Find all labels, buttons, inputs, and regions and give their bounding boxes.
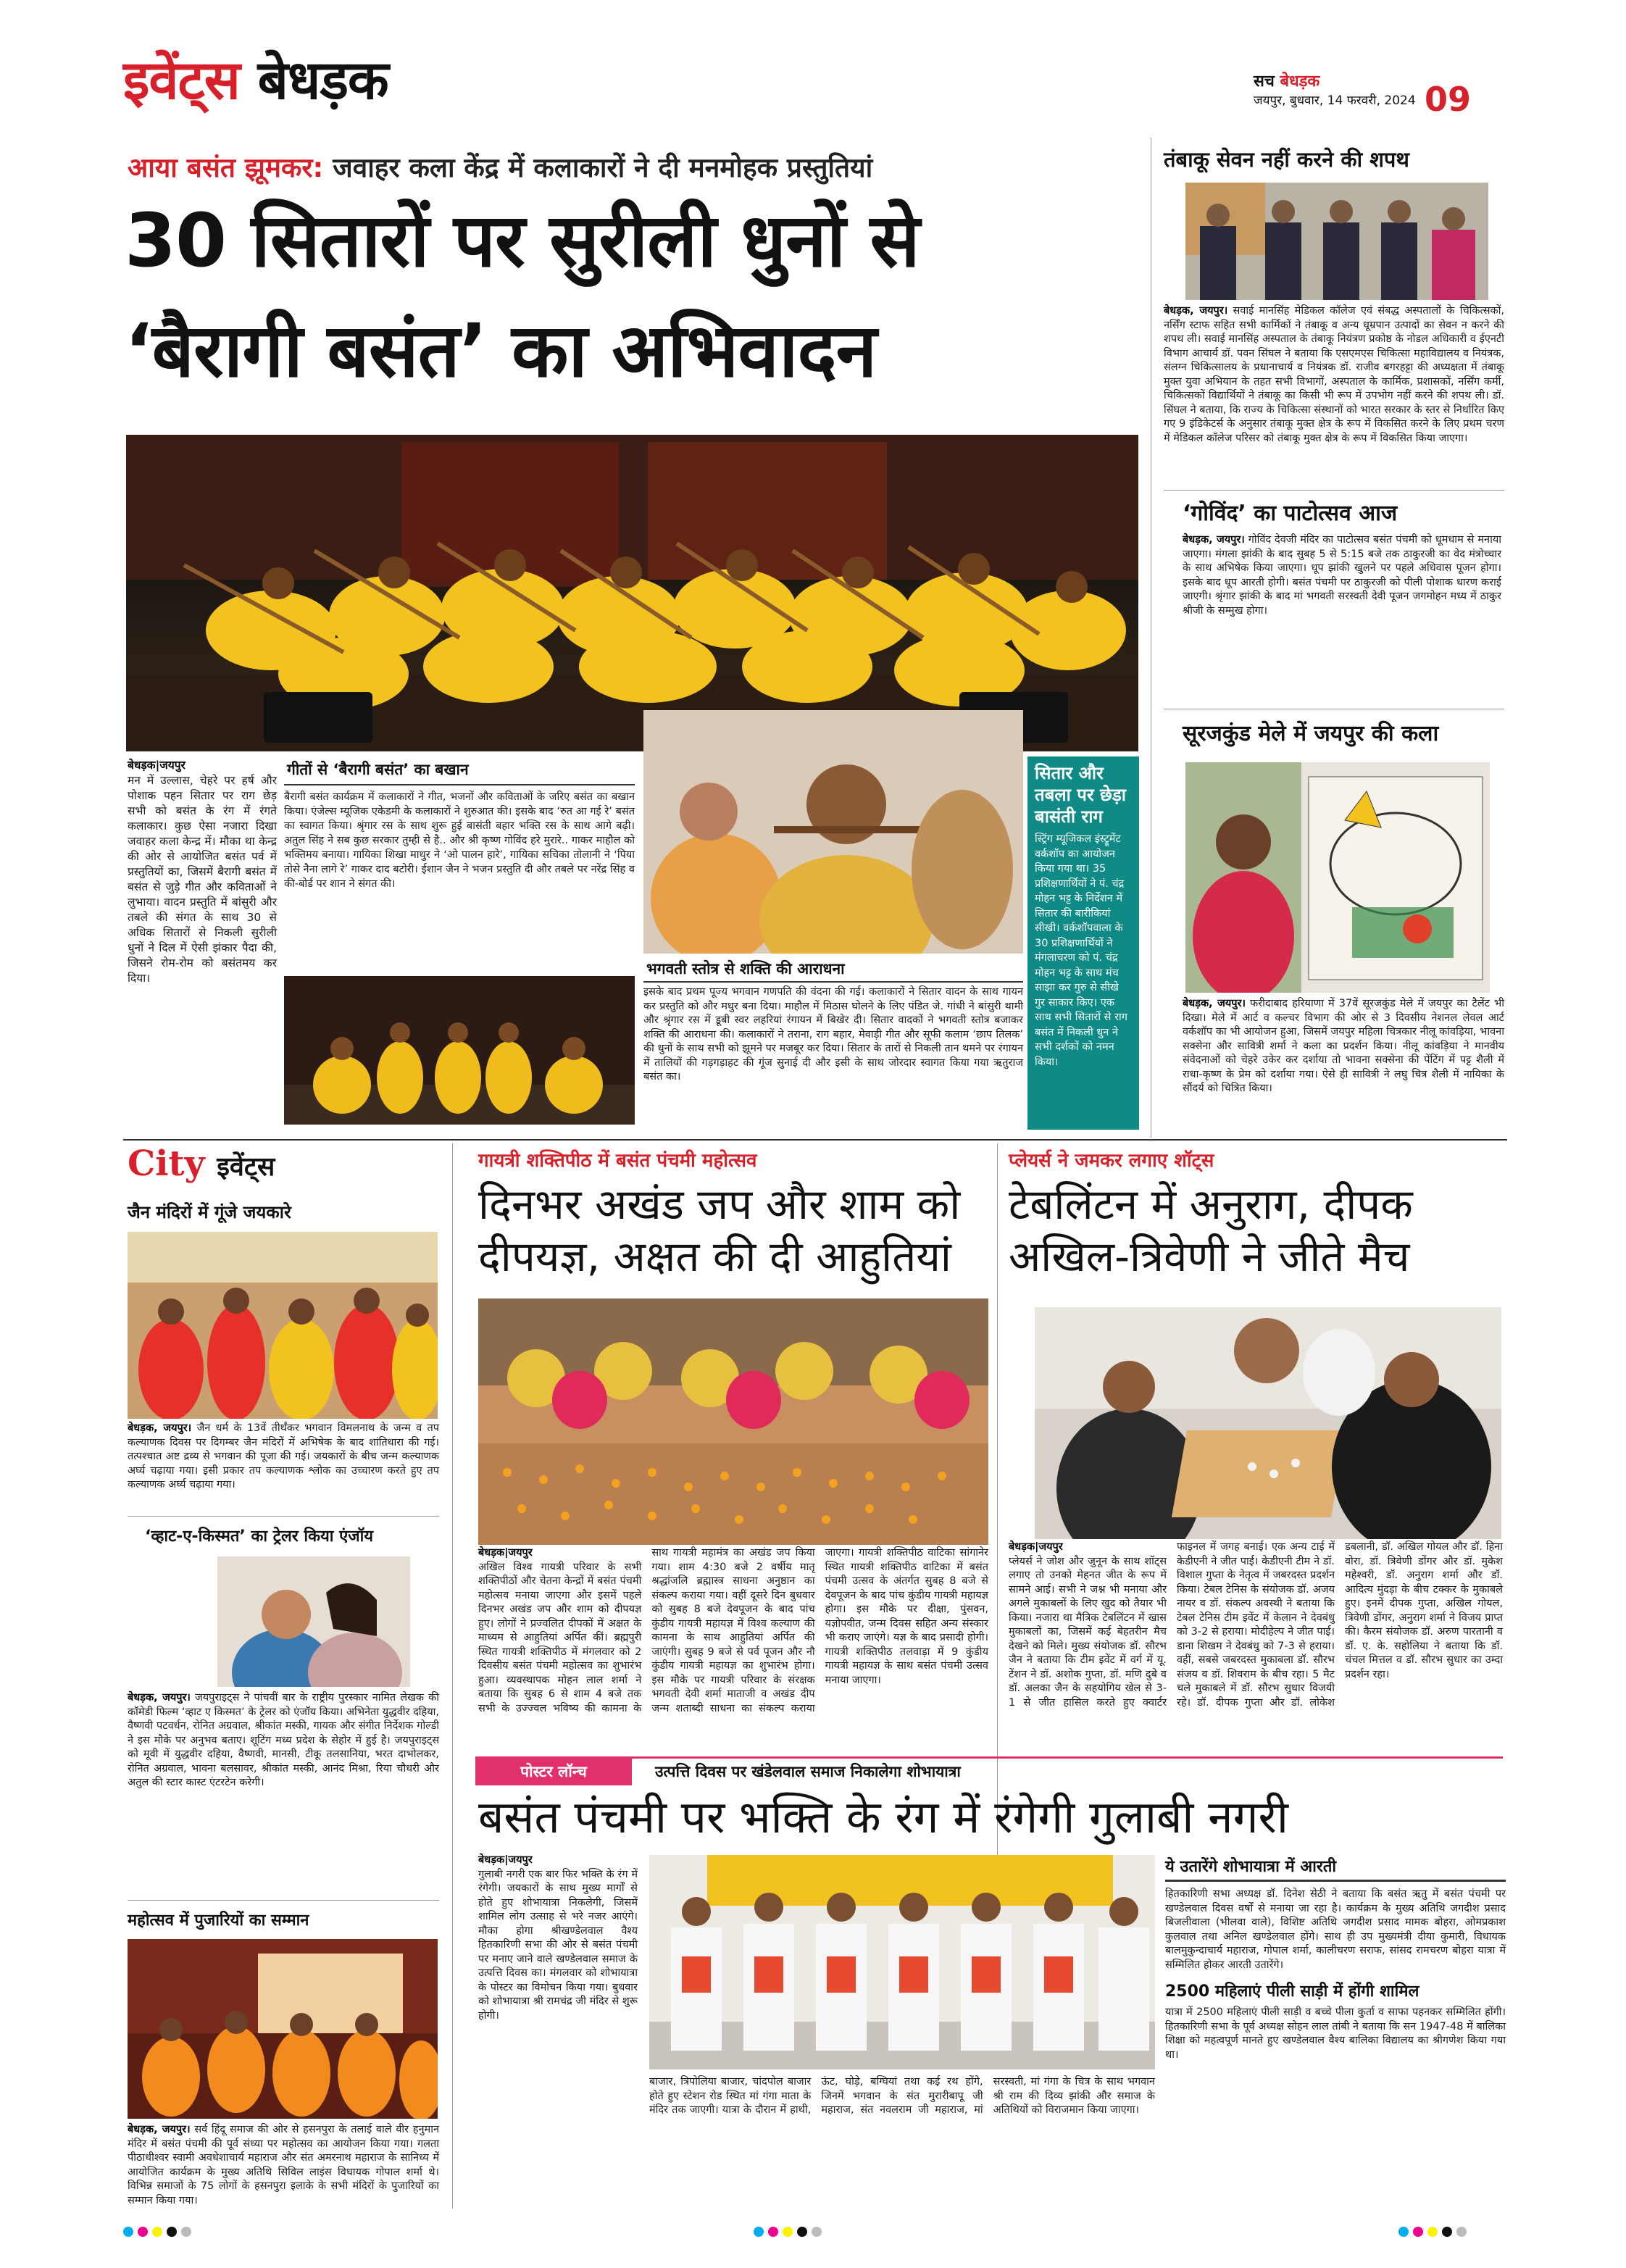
poster-sidebar (1165, 1855, 1506, 2062)
gayatri-text (478, 1546, 988, 1746)
photo-poster-launch-art (649, 1855, 1155, 2069)
masthead-title (123, 48, 388, 113)
section-divider (123, 1139, 1507, 1141)
lead-kicker (128, 148, 1142, 185)
photo-poster-launch (649, 1855, 1155, 2069)
photo-jain-temple-art (128, 1232, 438, 1419)
lead-kicker-red: आया बसंत झूमकर: (128, 152, 324, 183)
photo-deepyagya (478, 1298, 988, 1545)
sidebar-govind-text (1183, 533, 1501, 618)
photo-tobacco-oath-art (1185, 183, 1488, 300)
poster-label: पोस्टर लॉन्च (475, 1759, 632, 1785)
box-bairagi-basant (284, 755, 635, 1125)
gayatri-headline: दिनभर अखंड जप और शाम को दीपयज्ञ, अक्षत की दी आहुतियां (478, 1180, 961, 1281)
lead-byline: बेधड़क|जयपुर (128, 759, 185, 772)
divider-s1 (1164, 490, 1504, 491)
page-number: 09 (1425, 80, 1472, 119)
poster-byline: बेधड़क|जयपुर (478, 1854, 533, 1866)
sidebar-tobacco-text (1164, 304, 1504, 446)
sports-headline: टेबलिंटन में अनुराग, दीपक अखिल-त्रिवेणी ने जीते मैच (1009, 1180, 1413, 1281)
c3-text: सर्व हिंदू समाज की ओर से हसनपुरा के तलाई वाले वीर हनुमान मंदिर में बसंत पंचमी की पूर्व संध्या पर महोत्सव का आयोजन किया गया। गलता पीठाधीश्वर स्वामी अवधेशाचार्य महाराज और संत अमरनाथ महाराज के सानिध्य में आयोजित कार्यक्रम के मुख्य अतिथि सिविल लाइंस विधायक गोपाल शर्मा थे। विभिन्न समाजों के 75 लोगों के हसनपुरा इलाके के सभी मंदिरों के पुजारियों का सम्मान किया गया। (128, 2124, 440, 2206)
photo-tobacco-oath (1185, 183, 1488, 300)
divider-c1 (128, 1516, 439, 1517)
poster-side-title: ये उतारेंगे शोभायात्रा में आरती (1165, 1855, 1506, 1882)
city-c1-text (128, 1422, 439, 1493)
gayatri-byline: बेधड़क|जयपुर (478, 1547, 533, 1559)
lead-kicker-rest: जवाहर कला केंद्र में कलाकारों ने दी मनमोहक प्रस्तुतियां (333, 152, 873, 183)
box2-title: भगवती स्तोत्र से शक्ति की आराधना (643, 956, 1023, 983)
s1-byline: बेधड़क, जयपुर। (1164, 305, 1228, 317)
sidebar-title-govind: ‘गोविंद’ का पाटोत्सव आज (1183, 501, 1398, 526)
city-c2-text (128, 1691, 439, 1790)
box1-title: गीतों से ‘बैरागी बसंत’ का बखान (284, 755, 635, 785)
s2-text: गोविंद देवजी मंदिर का पाटोत्सव बसंत पंचमी को धूमधाम से मनाया जाएगा। मंगला झांकी के बाद सुबह 5 से 5:15 बजे तक ठाकुरजी का वेद मंत्रोच्चार के साथ अभिषेक किया जाएगा। धूप झांकी खुलने पर पहले अधिवास पूजन होगा। इसके बाद धूप आरती होगी। बसंत पंचमी पर ठाकुरजी को पीली पोशाक धारण कराई जाएगी। श्रृंगार झांकी के बाद मां भगवती सरस्वती देवी पूजन जगमोहन मध्य में ठाकुर श्रीजी के सम्मुख होगा। (1183, 534, 1501, 617)
sidebar-surajkund-text (1183, 997, 1504, 1096)
s3-text: फरीदाबाद हरियाणा में 37वें सूरजकुंड मेले में जयपुर का टैलेंट भी दिखा। मेले में आर्ट व कल्चर विभाग की ओर से 3 दिवसीय नेशनल लेवल आर्ट वर्कशॉप का भी आयोजन हुआ, जिसमें जयपुर महिला चित्रकार नीलू कांवड़िया, भावना सक्सेना और सावित्री शर्मा ने कला का प्रदर्शन किया। नीलू कांवड़िया ने मानवीय संवेदनाओं को चेहरे उकेर कर दर्शाया तो भावना सक्सेना की पेंटिंग में पट्ट शैली में राधा-कृष्ण के प्रेम को दर्शाया गया। ऐसे ही सावित्री ने लघु चित्र शैली में नायिका के सौंदर्य को चित्रित किया। (1183, 998, 1504, 1094)
box-sitar-tabla (1027, 756, 1139, 1130)
poster-kicker: उत्पत्ति दिवस पर खंडेलवाल समाज निकालेगा शोभायात्रा (655, 1763, 961, 1780)
sports-text (1009, 1541, 1503, 1751)
gayatri-kicker: गायत्री शक्तिपीठ में बसंत पंचमी महोत्सव (478, 1150, 757, 1172)
poster-side-title-2: 2500 महिलाएं पीली साड़ी में होंगी शामिल (1165, 1983, 1419, 2001)
s2-byline: बेधड़क, जयपुर। (1183, 534, 1245, 546)
sidebar-title-tobacco: तंबाकू सेवन नहीं करने की शपथ (1164, 147, 1409, 172)
photo-singers-art (284, 976, 635, 1125)
city-c3-text (128, 2123, 439, 2208)
poster-side-text: हितकारिणी सभा अध्यक्ष डॉ. दिनेश सेठी ने बताया कि बसंत ऋतु में बसंत पंचमी पर खण्डेलवाल दिवस वर्षों से मनाया जा रहा है। कार्यक्रम के मुख्य अतिथि जगदीश प्रसाद बिजलीवाला (भीलवा वाले), विशिष्ट अतिथि जगदीश प्रसाद मामक बोहरा, ओमप्रकाश कुलवाल तथा अनिल खण्डेलवाल होंगे। साथ ही उप मुख्यमंत्री दीया कुमारी, विधायक बालमुकुन्दाचार्य महाराज, गोपाल शर्मा, कालीचरण सराफ, सांसद रामचरण बोहरा यात्रा में सम्मिलित होकर आरती उतारेंगे। (1165, 1888, 1506, 1971)
poster-left-body: गुलाबी नगरी एक बार फिर भक्ति के रंग में रंगेगी। जयकारों के साथ मुख्य मार्गों से होते हुए शोभायात्रा निकलेगी, जिसमें शामिल लोग उत्साह से भरे नजर आएंगे। मौका होगा श्रीखण्डेलवाल वैश्य हितकारिणी सभा की ओर से बसंत पंचमी पर मनाए जाने वाले खण्डेलवाल समाज के उत्पत्ति दिवस का। मंगलवार को शोभायात्रा के पोस्टर का विमोचन किया गया। बुधवार को शोभायात्रा श्री रामचंद्र जी मंदिर से शुरू होगी। (478, 1868, 638, 2022)
photo-sitar-ensemble-art (126, 435, 1138, 751)
column-rule-left (452, 1143, 453, 2209)
photo-carrom-match (1035, 1307, 1501, 1539)
photo-priests-honour-art (128, 1939, 438, 2119)
photo-flute-player-art (643, 710, 1023, 954)
photo-surajkund-art (1185, 762, 1490, 993)
city-label-red: City (128, 1143, 205, 1184)
sports-byline: बेधड़क|जयपुर (1009, 1541, 1063, 1553)
masthead-title-black: बेधड़क (257, 49, 388, 112)
brand-block (1254, 70, 1500, 119)
sports-kicker: प्लेयर्स ने जमकर लगाए शॉट्स (1009, 1150, 1214, 1172)
lead-headline-1: 30 सितारों पर सुरीली धुनों से (125, 198, 920, 284)
city-label (128, 1143, 275, 1184)
registration-marks-right (1398, 2226, 1471, 2240)
photo-jain-temple (128, 1232, 438, 1419)
photo-priests-honour (128, 1939, 438, 2119)
brand-red: बेधड़क (1280, 72, 1320, 91)
lead-intro-text: मन में उल्लास, चेहरे पर हर्ष और पोशाक पहन सितार पर राग छेड़ सभी को बसंत के रंग में रंगते कलाकार। कुछ ऐसा नजारा दिखा जवाहर कला केन्द्र में। मौका था केन्द्र की ओर से आयोजित बसंत पर्व में प्रस्तुतियों का, जिसमें बैरागी बसंत में बसंत से जुड़े गीत और कविताओं ने लुभाया। वादन प्रस्तुति में बांसुरी और तबले की संगत के साथ 30 से अधिक सितारों से निकली सुरीली धुनों ने दिल में ऐसी झंकार पैदा की, जिसने रोम-रोम को बसंतमय कर दिया। (128, 774, 277, 985)
s3-byline: बेधड़क, जयपुर। (1183, 998, 1246, 1009)
poster-side-text-2: यात्रा में 2500 महिलाएं पीली साड़ी व बच्चे पीला कुर्ता व साफा पहनकर सम्मिलित होंगी। हितकारिणी सभा के पूर्व अध्यक्ष सोहन लाल तांबी ने बताया कि सन 1947-48 में बालिका शिक्षा को महत्वपूर्ण मानते हुए खण्डेलवाल वैश्य बालिका विद्यालय का श्रीगणेश किया गया था। (1165, 2006, 1506, 2061)
c2-text: जयपुराइट्स ने पांचवीं बार के राष्ट्रीय पुरस्कार नामित लेखक की कॉमेडी फिल्म ‘व्हाट ए किस्मत’ के ट्रेलर को एंजॉय किया। अभिनेता युद्धवीर दहिया, वैष्णवी पटवर्धन, रोनित अग्रवाल, श्रीकांत मस्की, गायक और संगीत निर्देशक गोल्डी ने इस मौके पर अनुभव बताए। शूटिंग मध्य प्रदेश के सेहोर में हुई है। जयपुराइट्स को मूवी में युद्धवीर दहिया, वैष्णवी, मानसी, टीकू तलसानिया, भरत दाभोलकर, रोनित अग्रवाल, भावना बलसावर, श्रीकांत मस्की, आनंद मिश्रा, रिया चौधरी और अतुल की स्टार कास्ट एंटरटेन करेगी। (128, 1692, 439, 1788)
c1-text: जैन धर्म के 13वें तीर्थंकर भगवान विमलनाथ के जन्म व तप कल्याणक दिवस पर दिगम्बर जैन मंदिरों में अभिषेक के बाद शांतिधारा की गई। तत्पश्चात अष्ट द्रव्य से भगवान की पूजा की गई। जयकारों के बीच जन्म कल्याणक अर्घ्य चढ़ाया गया। इसी प्रकार तप कल्याणक श्लोक का उच्चारण करते हुए तप कल्याणक अर्घ्य चढ़ाया गया। (128, 1422, 439, 1491)
photo-deepyagya-art (478, 1298, 988, 1545)
c1-byline: बेधड़क, जयपुर। (128, 1422, 192, 1434)
registration-marks-center (754, 2226, 826, 2240)
city-c2-title: ‘व्हाट-ए-किस्मत’ का ट्रेलर किया एंजॉय (145, 1527, 374, 1546)
brand-prefix: सच (1254, 72, 1275, 91)
photo-surajkund-art-svg (1185, 762, 1490, 993)
box2-text: इसके बाद प्रथम पूज्य भगवान गणपति की वंदना की गई। कलाकारों ने सितार वादन के साथ गायन कर प्रस्तुति को और मधुर बना दिया। माहौल में मिठास घोलने के लिए पंडित जे. गांधी ने बांसुरी थामी और श्रृंगार रस में डूबी स्वर लहरियां रंगायन में बिखेर दी। सितार वादकों ने भगवती स्तोत्र बजाकर शक्ति की आराधना की। कलाकारों ने तराना, राग बहार, मेवाड़ी गीत और सूफी कलाम ‘छाप तिलक’ की धुनों के साथ सभी को झूमने पर मजबूर कर दिया। सितार के तारों से निकली तान थमने पर रंगायन में तालियों की गड़गड़ाहट की गूंज सुनाई दी और इसी के साथ जोरदार स्वागत किया गया ऋतुराज बसंत का। (643, 986, 1023, 1083)
poster-text-bottom: बाजार, त्रिपोलिया बाजार, चांदपोल बाजार होते हुए स्टेशन रोड स्थित मां गंगा माता के मंदिर तक जाएगी। यात्रा के दौरान में हाथी, ऊंट, घोड़े, बग्घियां तथा कई रथ होंगे, जिनमें भगवान के संत मुरारीबापू जी महाराज, संत नवलराम जी महाराज, मां सरस्वती, मां गंगा के चित्र के साथ भगवान श्री राम की दिव्य झांकी और समाज के अतिथियों को विराजमान किया जाएगा। (649, 2076, 1155, 2116)
masthead (123, 42, 1500, 122)
masthead-title-red: इवेंट्स (123, 49, 240, 112)
brand-name (1254, 70, 1319, 91)
lead-headline-2: ‘बैरागी बसंत’ का अभिवादन (125, 308, 877, 394)
photo-flute-player (643, 710, 1023, 954)
c2-byline: बेधड़क, जयपुर। (128, 1692, 191, 1704)
photo-sitar-ensemble (126, 435, 1138, 751)
photo-movie-trailer (217, 1556, 410, 1687)
poster-text-left (478, 1854, 638, 2023)
box1-text: बैरागी बसंत कार्यक्रम में कलाकारों ने गीत, भजनों और कविताओं के जरिए बसंत का बखान किया। एंजेल्स म्यूजिक एकेडमी के कलाकारों ने शुरुआत की। इसके बाद ‘रुत आ गई रे’ बसंत का स्वागत किया। श्रृंगार रस के साथ शुरू हुई बासंती बहार भक्ति रस के साथ आगे बढ़ी। अतुल सिंह ने सब कुछ सरकार तुम्ही से है.. और श्री कृष्ण गोविंद हरे मुरारे.. गाकर माहौल को भक्तिमय बनाया। गायिका शिखा माथुर ने ‘ओ पालन हारे’, गायिका सचिका तोलानी ने ‘पिया तोसे नैना लागे रे’ गाकर दाद बटोरी। ईशान जैन ने भजन प्रस्तुति दी और तबले पर नरेंद्र सिंह व की-बोर्ड पर शान ने संगत की। (284, 791, 635, 890)
photo-singers (284, 976, 635, 1125)
city-c3-title: महोत्सव में पुजारियों का सम्मान (128, 1911, 309, 1930)
teal-title: सितार और तबला पर छेड़ा बासंती राग (1035, 763, 1126, 827)
divider-c2 (128, 1900, 439, 1901)
poster-headline: बसंत पंचमी पर भक्ति के रंग में रंगेगी गुलाबी नगरी (478, 1790, 1288, 1843)
city-c1-title: जैन मंदिरों में गूंजे जयकारे (128, 1202, 291, 1222)
teal-text: स्ट्रिंग म्यूजिकल इंस्ट्रूमेंट वर्कशॉप का आयोजन किया गया था। 35 प्रशिक्षणार्थियों ने पं. चंद्र मोहन भट्ट के निर्देशन में सितार की बारीकियां सीखी। वर्कशॉपवाला के 30 प्रशिक्षणार्थियों ने मंगलाचरण को पं. चंद्र मोहन भट्ट के साथ मंच साझा कर गुरु से सीखे गुर साकार किए। एक साथ सभी सितारों से राग बसंत में निकली धुन ने सभी दर्शकों को नमन किया। (1035, 833, 1127, 1068)
s1-text: सवाई मानसिंह मेडिकल कॉलेज एवं संबद्ध अस्पतालों के चिकित्सकों, नर्सिंग स्टाफ सहित सभी कार्मिकों ने तंबाकू व अन्य धूम्रपान उत्पादों का सेवन न करने की शपथ ली। सवाई मानसिंह अस्पताल के तंबाकू नियंत्रण प्रकोष्ठ के नोडल अधिकारी व ईएनटी विभाग आचार्य डॉ. पवन सिंघल ने बताया कि एसएमएस चिकित्सा महाविद्यालय व नियंत्रक, संलग्न चिकित्सालय के प्रधानाचार्य व नियंत्रक डॉ. राजीव बगरहट्टा की अध्यक्षता में तंबाकू मुक्त युवा अभियान के तहत सभी विभागों, अस्पताल के कार्मिक, प्रशासकों, नर्सिंग कर्मी, चिकित्सकों विद्यार्थियों ने तंबाकू का किसी भी रूप में उपभोग नहीं करने की शपथ ली। डॉ. सिंघल ने बताया, कि राज्य के चिकित्सा संस्थानों को भारत सरकार के स्तर से निर्धारित किए गए 9 इंडिकेटर्स के अनुसार तंबाकू मुक्त क्षेत्र के रूप में विकसित करने के लिए प्रथम चरण में मेडिकल कॉलेज परिसर को तंबाकू मुक्त क्षेत्र के रूप में विकसित किया जाएगा। (1164, 305, 1504, 444)
gayatri-body: अखिल विश्व गायत्री परिवार के सभी शक्तिपीठों और चेतना केन्द्रों में बसंत पंचमी महोत्सव मनाया जाएगा और इसमें पहले दिनभर अखंड जप और शाम को दीपयज्ञ हुए। लोगों ने प्रज्वलित दीपकों में अक्षत के माध्यम से आहुतियां अर्पित कीं। ब्रह्मपुरी स्थित गायत्री शक्तिपीठ में मंगलवार को 2 दिवसीय बसंत पंचमी महोत्सव का शुभारंभ हुआ। व्यवस्थापक मोहन लाल शर्मा ने बताया कि सुबह 6 से शाम 4 बजे तक सभी के उज्ज्वल भविष्य की कामना के साथ गायत्री महामंत्र का अखंड जप किया गया। शाम 4:30 बजे 2 वर्षीय मातृ श्रद्धांजलि ब्रह्मास्त्र साधना अनुष्ठान का संकल्प कराया गया। वहीं दूसरे दिन बुधवार को सुबह 8 बजे देवपूजन के बाद पांच कुंडीय गायत्री महायज्ञ में विश्व कल्याण की कामना के साथ आहुतियां अर्पित की जाएंगी। सुबह 9 बजे से पर्व पूजन और नौ कुंडीय गायत्री महायज्ञ का शुभारंभ होगा। इस मौके पर गायत्री परिवार के संरक्षक भगवती देवी शर्मा माताजी व अखंड दीप जन्म शताब्दी साधना का संकल्प कराया जाएगा। गायत्री शक्तिपीठ वाटिका सांगानेर स्थित गायत्री शक्तिपीठ वाटिका में बसंत पंचमी उत्सव के अंतर्गत सुबह 8 बजे से देवपूजन के बाद पांच कुंडीय गायत्री महायज्ञ होगा। इस मौके पर दीक्षा, पुंसवन, यज्ञोपवीत, जन्म दिवस सहित अन्य संस्कार भी कराए जाएंगे। यज्ञ के बाद प्रसादी होगी। गायत्री शक्तिपीठ तलवाड़ा में 9 कुंडीय गायत्री महायज्ञ के साथ बसंत पंचमी उत्सव मनाया जाएगा। (478, 1547, 988, 1714)
dateline: जयपुर, बुधवार, 14 फरवरी, 2024 (1254, 93, 1416, 108)
box-bhagwati-stotra (643, 956, 1023, 1123)
sidebar-title-surajkund: सूरजकुंड मेले में जयपुर की कला (1183, 721, 1439, 746)
photo-carrom-match-art (1035, 1307, 1501, 1539)
city-label-black: इवेंट्स (217, 1152, 275, 1182)
registration-marks-left (123, 2226, 196, 2240)
poster-kicker-bar (475, 1756, 1503, 1785)
c3-byline: बेधड़क, जयपुर। (128, 2124, 191, 2135)
photo-movie-trailer-art (217, 1556, 410, 1687)
lead-intro (128, 758, 277, 986)
sports-body: प्लेयर्स ने जोश और जुनून के साथ शॉट्स लगाए तो उनको मेहनत जीत के रूप में सामने आई। सभी ने जश्न भी मनाया और अगले मुकाबलों के लिए खुद को तैयार भी किया। नजारा था मैत्रिक टेबलिंटन में खास मुकाबलों का, जिसमें कई बेहतरीन मैच देखने को मिले। मुख्य संयोजक डॉ. सौरभ जैन ने बताया कि टीम इवेंट में वर्ग में यू. टेंशन ने डॉ. अशोक गुप्ता, डॉ. मणि दुबे व डॉ. अलका जैन के सहयोगिय खेल से 3-1 से जीत हासिल करते हुए क्वार्टर फाइनल में जगह बनाई। एक अन्य टाई में केडीएनी ने जीत पाई। केडीएनी टीम ने डॉ. विशाल गुप्ता के नेतृत्व में जबरदस्त प्रदर्शन किया। टेबल टेनिस के संयोजक डॉ. अजय नायर व डॉ. संकल्प अवस्थी ने बताया कि टेबल टेनिस टीम इवेंट में केलान ने देवबंधु को 3-2 से हराया। मोदीहेल्प ने जीत पाई। डाना शिखम ने देवबंधु को 7-3 से हराया। वहीं, सबसे जबरदस्त मुकाबला डॉ. सौरभ संजय व डॉ. शिवराम के बीच रहा। 5 मैट चले मुकाबले में डॉ. सौरभ सुधार विजयी रहे। डॉ. दीपक गुप्ता और डॉ. लोकेश डबलानी, डॉ. अखिल गोयल और डॉ. हिना वोरा, डॉ. त्रिवेणी डोंगर और डॉ. मुकेश महेश्वरी, डॉ. अनुराग शर्मा और डॉ. आदित्य मुंदड़ा के बीच टक्कर के मुकाबले हुए। इनमें दीपक गुप्ता, अखिल गोयल, त्रिवेणी डोंगर, अनुराग शर्मा ने विजय प्राप्त की। कैरम संयोजक डॉ. अरुण पारतानी व डॉ. ए. के. सहोलिया ने बताया कि डॉ. चंचल मित्तल व डॉ. सौरभ सुधार का उम्दा प्रदर्शन रहा। (1009, 1541, 1503, 1709)
